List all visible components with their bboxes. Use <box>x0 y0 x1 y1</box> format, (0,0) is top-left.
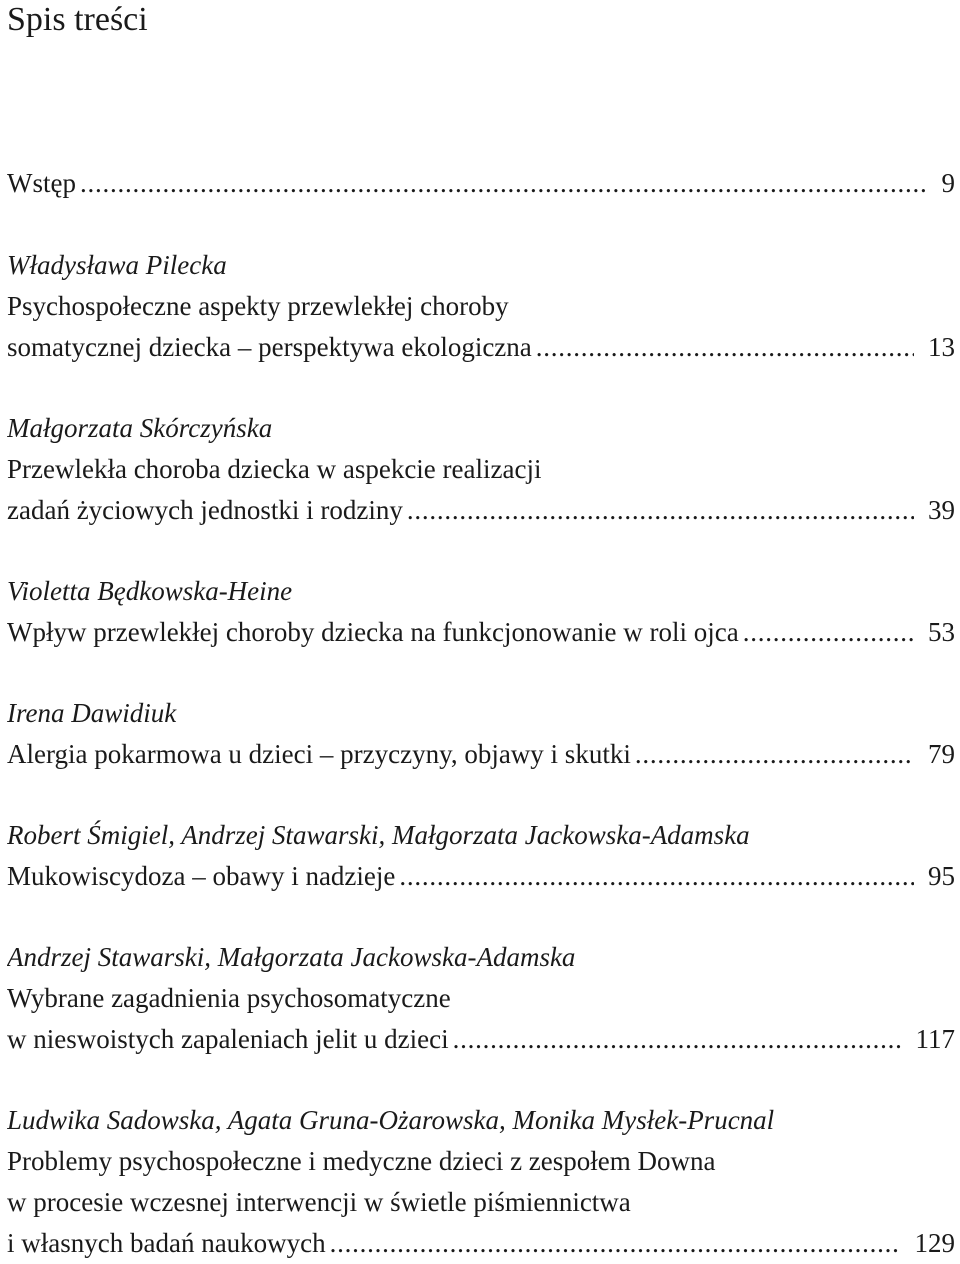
toc-page-number: 53 <box>928 617 955 647</box>
toc-leader-dots <box>407 490 914 531</box>
toc-leader-dots <box>399 856 914 897</box>
toc-entry-title-line <box>7 490 955 531</box>
toc-entry-title: Psychospołeczne aspekty przewlekłej choroby <box>7 291 509 321</box>
toc-entry <box>7 693 955 775</box>
toc-entry-authors: Violetta Będkowska-Heine <box>7 576 293 606</box>
toc-entry-title: Mukowiscydoza – obawy i nadzieje <box>7 861 396 891</box>
toc-leader-dots <box>330 1223 901 1264</box>
toc-entry <box>7 408 955 531</box>
toc-page-number: 13 <box>928 332 955 362</box>
toc-entry-title: Wstęp <box>7 168 76 198</box>
toc-leader-dots <box>635 734 914 775</box>
toc-entry-title: w procesie wczesnej interwencji w świetle piśmiennictwa <box>7 1187 631 1217</box>
toc-entry-title: Wybrane zagadnienia psychosomatyczne <box>7 983 451 1013</box>
toc-entry <box>7 937 955 1060</box>
toc-leader-dots <box>743 612 914 653</box>
toc-page-number: 95 <box>928 861 955 891</box>
page-title: Spis treści <box>7 1 148 38</box>
toc-entry-title: w nieswoistych zapaleniach jelit u dzieci <box>7 1024 449 1054</box>
toc-entry-authors: Irena Dawidiuk <box>7 698 177 728</box>
toc-entry-title: Problemy psychospołeczne i medyczne dzieci z zespołem Downa <box>7 1146 716 1176</box>
toc-entry-title-line <box>7 163 955 204</box>
toc-entry-title: Alergia pokarmowa u dzieci – przyczyny, objawy i skutki <box>7 739 631 769</box>
toc-entry-authors: Andrzej Stawarski, Małgorzata Jackowska-Adamska <box>7 942 576 972</box>
toc-entry-title: Wpływ przewlekłej choroby dziecka na funkcjonowanie w roli ojca <box>7 617 739 647</box>
toc-page-number: 79 <box>928 739 955 769</box>
toc-entry-title: zadań życiowych jednostki i rodziny <box>7 495 403 525</box>
toc-page-number: 129 <box>914 1228 955 1258</box>
toc-entry-title-line <box>7 612 955 653</box>
toc-entry-title: somatycznej dziecka – perspektywa ekologiczna <box>7 332 532 362</box>
toc-entry-authors: Władysława Pilecka <box>7 250 227 280</box>
toc-entry <box>7 815 955 897</box>
toc-entry-title: i własnych badań naukowych <box>7 1228 326 1258</box>
toc-entry-title-line <box>7 1019 955 1060</box>
toc-entry-title-line <box>7 327 955 368</box>
toc-leader-dots <box>453 1019 902 1060</box>
toc-entry-authors: Ludwika Sadowska, Agata Gruna-Ożarowska, Monika Mysłek-Prucnal <box>7 1105 775 1135</box>
toc-entry-title: Przewlekła choroba dziecka w aspekcie realizacji <box>7 454 542 484</box>
toc-entry <box>7 245 955 368</box>
toc-entry <box>7 571 955 653</box>
toc-leader-dots <box>80 163 928 204</box>
toc-entry-title-line <box>7 1223 955 1264</box>
toc-leader-dots <box>536 327 914 368</box>
toc-entry <box>7 1100 955 1264</box>
toc-entry-authors: Małgorzata Skórczyńska <box>7 413 273 443</box>
toc-page-number: 117 <box>915 1024 955 1054</box>
toc-page-number: 9 <box>941 168 955 198</box>
toc-entry-authors: Robert Śmigiel, Andrzej Stawarski, Małgorzata Jackowska-Adamska <box>7 820 750 850</box>
toc-page-number: 39 <box>928 495 955 525</box>
toc-entry-title-line <box>7 734 955 775</box>
toc-entry <box>7 163 955 204</box>
toc-entry-title-line <box>7 856 955 897</box>
